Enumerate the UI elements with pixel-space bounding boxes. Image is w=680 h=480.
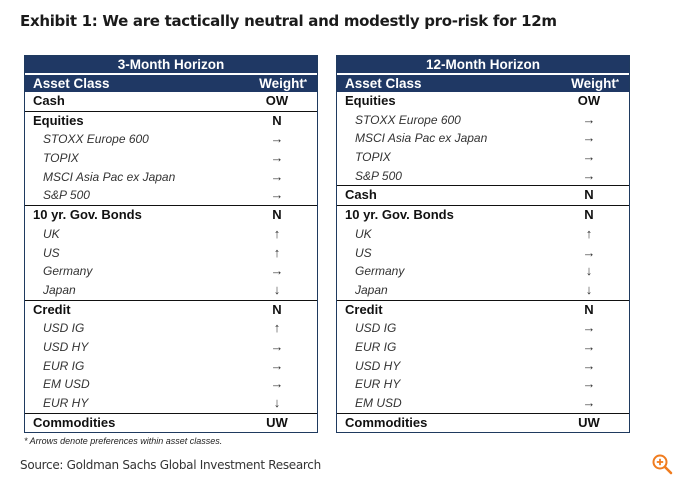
asset-subrow xyxy=(337,262,629,281)
preference-arrow: ↑ xyxy=(273,225,281,241)
weight-value: N xyxy=(272,301,282,317)
asset-subrow xyxy=(25,394,317,413)
asset-name: Germany xyxy=(43,264,93,279)
asset-name: TOPIX xyxy=(355,150,391,165)
preference-arrow: → xyxy=(270,187,284,203)
preference-arrow: → xyxy=(270,263,284,279)
asset-name: S&P 500 xyxy=(355,168,402,183)
preference-arrow: → xyxy=(582,130,596,146)
asset-subrow xyxy=(25,375,317,394)
asset-subrow xyxy=(337,394,629,413)
asset-name: STOXX Europe 600 xyxy=(43,132,149,147)
preference-arrow: → xyxy=(582,244,596,260)
asset-class-row xyxy=(337,205,629,225)
panel-rows xyxy=(25,92,317,432)
asset-name: Credit xyxy=(33,301,71,317)
asset-name: EUR HY xyxy=(43,396,89,410)
preference-arrow: → xyxy=(270,376,284,392)
asset-name: US xyxy=(43,245,60,260)
asset-subrow xyxy=(337,148,629,167)
asset-subrow xyxy=(337,129,629,148)
asset-class-row xyxy=(337,413,629,433)
exhibit-title: Exhibit 1: We are tactically neutral and modestly pro-risk for 12m xyxy=(20,12,557,30)
preference-arrow: ↓ xyxy=(585,263,593,279)
asset-name: Equities xyxy=(33,112,84,128)
asset-class-row xyxy=(25,205,317,225)
asset-name: Japan xyxy=(355,282,388,297)
asset-name: Germany xyxy=(355,264,405,279)
asset-subrow xyxy=(337,167,629,186)
column-asset-class: Asset Class xyxy=(345,76,422,91)
preference-arrow: ↑ xyxy=(273,244,281,260)
asset-subrow xyxy=(25,262,317,281)
weight-value: N xyxy=(584,301,594,317)
asset-name: 10 yr. Gov. Bonds xyxy=(33,207,142,223)
weight-value: N xyxy=(584,207,594,223)
preference-arrow: ↓ xyxy=(273,395,281,410)
zoom-in-icon[interactable] xyxy=(651,453,673,475)
asset-name: STOXX Europe 600 xyxy=(355,112,461,127)
asset-name: MSCI Asia Pac ex Japan xyxy=(43,169,176,184)
preference-arrow: → xyxy=(582,111,596,127)
asset-subrow xyxy=(25,168,317,187)
asset-name: USD HY xyxy=(355,358,401,373)
preference-arrow: ↓ xyxy=(585,281,593,297)
asset-class-row xyxy=(25,111,317,131)
panel-heading: 3-Month Horizon xyxy=(25,56,317,75)
weight-value: UW xyxy=(266,414,288,430)
asset-name: USD HY xyxy=(43,339,89,354)
asset-name: MSCI Asia Pac ex Japan xyxy=(355,131,488,146)
asset-subrow xyxy=(25,225,317,244)
asset-class-row xyxy=(25,92,317,111)
asset-subrow xyxy=(337,319,629,338)
asset-name: Cash xyxy=(33,93,65,108)
asset-name: EM USD xyxy=(355,396,402,410)
asset-class-row xyxy=(337,185,629,205)
asset-subrow xyxy=(25,244,317,263)
asset-subrow xyxy=(25,319,317,338)
asset-class-row xyxy=(25,413,317,433)
asset-subrow xyxy=(337,281,629,300)
column-header-row xyxy=(25,75,317,92)
preference-arrow: ↓ xyxy=(273,281,281,297)
panel-3-month xyxy=(24,55,318,433)
preference-arrow: → xyxy=(270,338,284,354)
weight-value: UW xyxy=(578,414,600,430)
asset-name: Credit xyxy=(345,301,383,317)
preference-arrow: → xyxy=(582,167,596,183)
column-header-row xyxy=(337,75,629,92)
panel-rows xyxy=(337,92,629,432)
asset-name: Commodities xyxy=(345,414,428,430)
asset-name: USD IG xyxy=(43,321,85,336)
asset-subrow xyxy=(25,338,317,357)
weight-value: N xyxy=(584,187,594,203)
asset-name: Japan xyxy=(43,282,76,297)
weight-value: N xyxy=(272,207,282,223)
asset-subrow xyxy=(337,244,629,263)
panel-heading: 12-Month Horizon xyxy=(337,56,629,75)
preference-arrow: ↑ xyxy=(273,320,281,336)
preference-arrow: → xyxy=(582,149,596,165)
asset-name: Cash xyxy=(345,187,377,203)
asset-name: 10 yr. Gov. Bonds xyxy=(345,207,454,223)
preference-arrow: → xyxy=(270,150,284,166)
asset-name: Equities xyxy=(345,93,396,108)
column-weight: Weight* xyxy=(571,76,619,91)
asset-subrow xyxy=(25,281,317,300)
asset-name: EUR HY xyxy=(355,377,401,392)
asset-name: US xyxy=(355,245,372,260)
asset-class-row xyxy=(25,300,317,320)
asset-subrow xyxy=(25,149,317,168)
preference-arrow: → xyxy=(582,338,596,354)
preference-arrow: → xyxy=(582,357,596,373)
asset-subrow xyxy=(337,375,629,394)
asset-name: Commodities xyxy=(33,414,116,430)
asset-name: S&P 500 xyxy=(43,188,90,203)
asset-name: UK xyxy=(43,226,60,241)
weight-value: OW xyxy=(577,93,601,108)
asset-subrow xyxy=(25,186,317,205)
source-line: Source: Goldman Sachs Global Investment Research xyxy=(20,458,321,472)
asset-subrow xyxy=(337,357,629,376)
asset-subrow xyxy=(337,338,629,357)
asset-name: USD IG xyxy=(355,321,397,336)
column-weight: Weight* xyxy=(259,76,307,91)
asset-name: EUR IG xyxy=(43,358,85,373)
preference-arrow: → xyxy=(582,320,596,336)
asset-name: UK xyxy=(355,226,372,241)
preference-arrow: → xyxy=(270,131,284,147)
footnote: * Arrows denote preferences within asset classes. xyxy=(24,436,223,446)
asset-subrow xyxy=(337,111,629,130)
column-asset-class: Asset Class xyxy=(33,76,110,91)
preference-arrow: → xyxy=(270,168,284,184)
asset-subrow xyxy=(337,225,629,244)
asset-name: EM USD xyxy=(43,377,90,392)
asset-subrow xyxy=(25,130,317,149)
preference-arrow: ↑ xyxy=(585,225,593,241)
asset-name: TOPIX xyxy=(43,151,79,166)
weight-value: OW xyxy=(265,93,289,108)
panel-12-month xyxy=(336,55,630,433)
asset-name: EUR IG xyxy=(355,339,397,354)
asset-subrow xyxy=(25,357,317,376)
preference-arrow: → xyxy=(582,376,596,392)
weight-value: N xyxy=(272,112,282,128)
asset-class-row xyxy=(337,92,629,111)
asset-class-row xyxy=(337,300,629,320)
preference-arrow: → xyxy=(582,395,596,410)
preference-arrow: → xyxy=(270,357,284,373)
